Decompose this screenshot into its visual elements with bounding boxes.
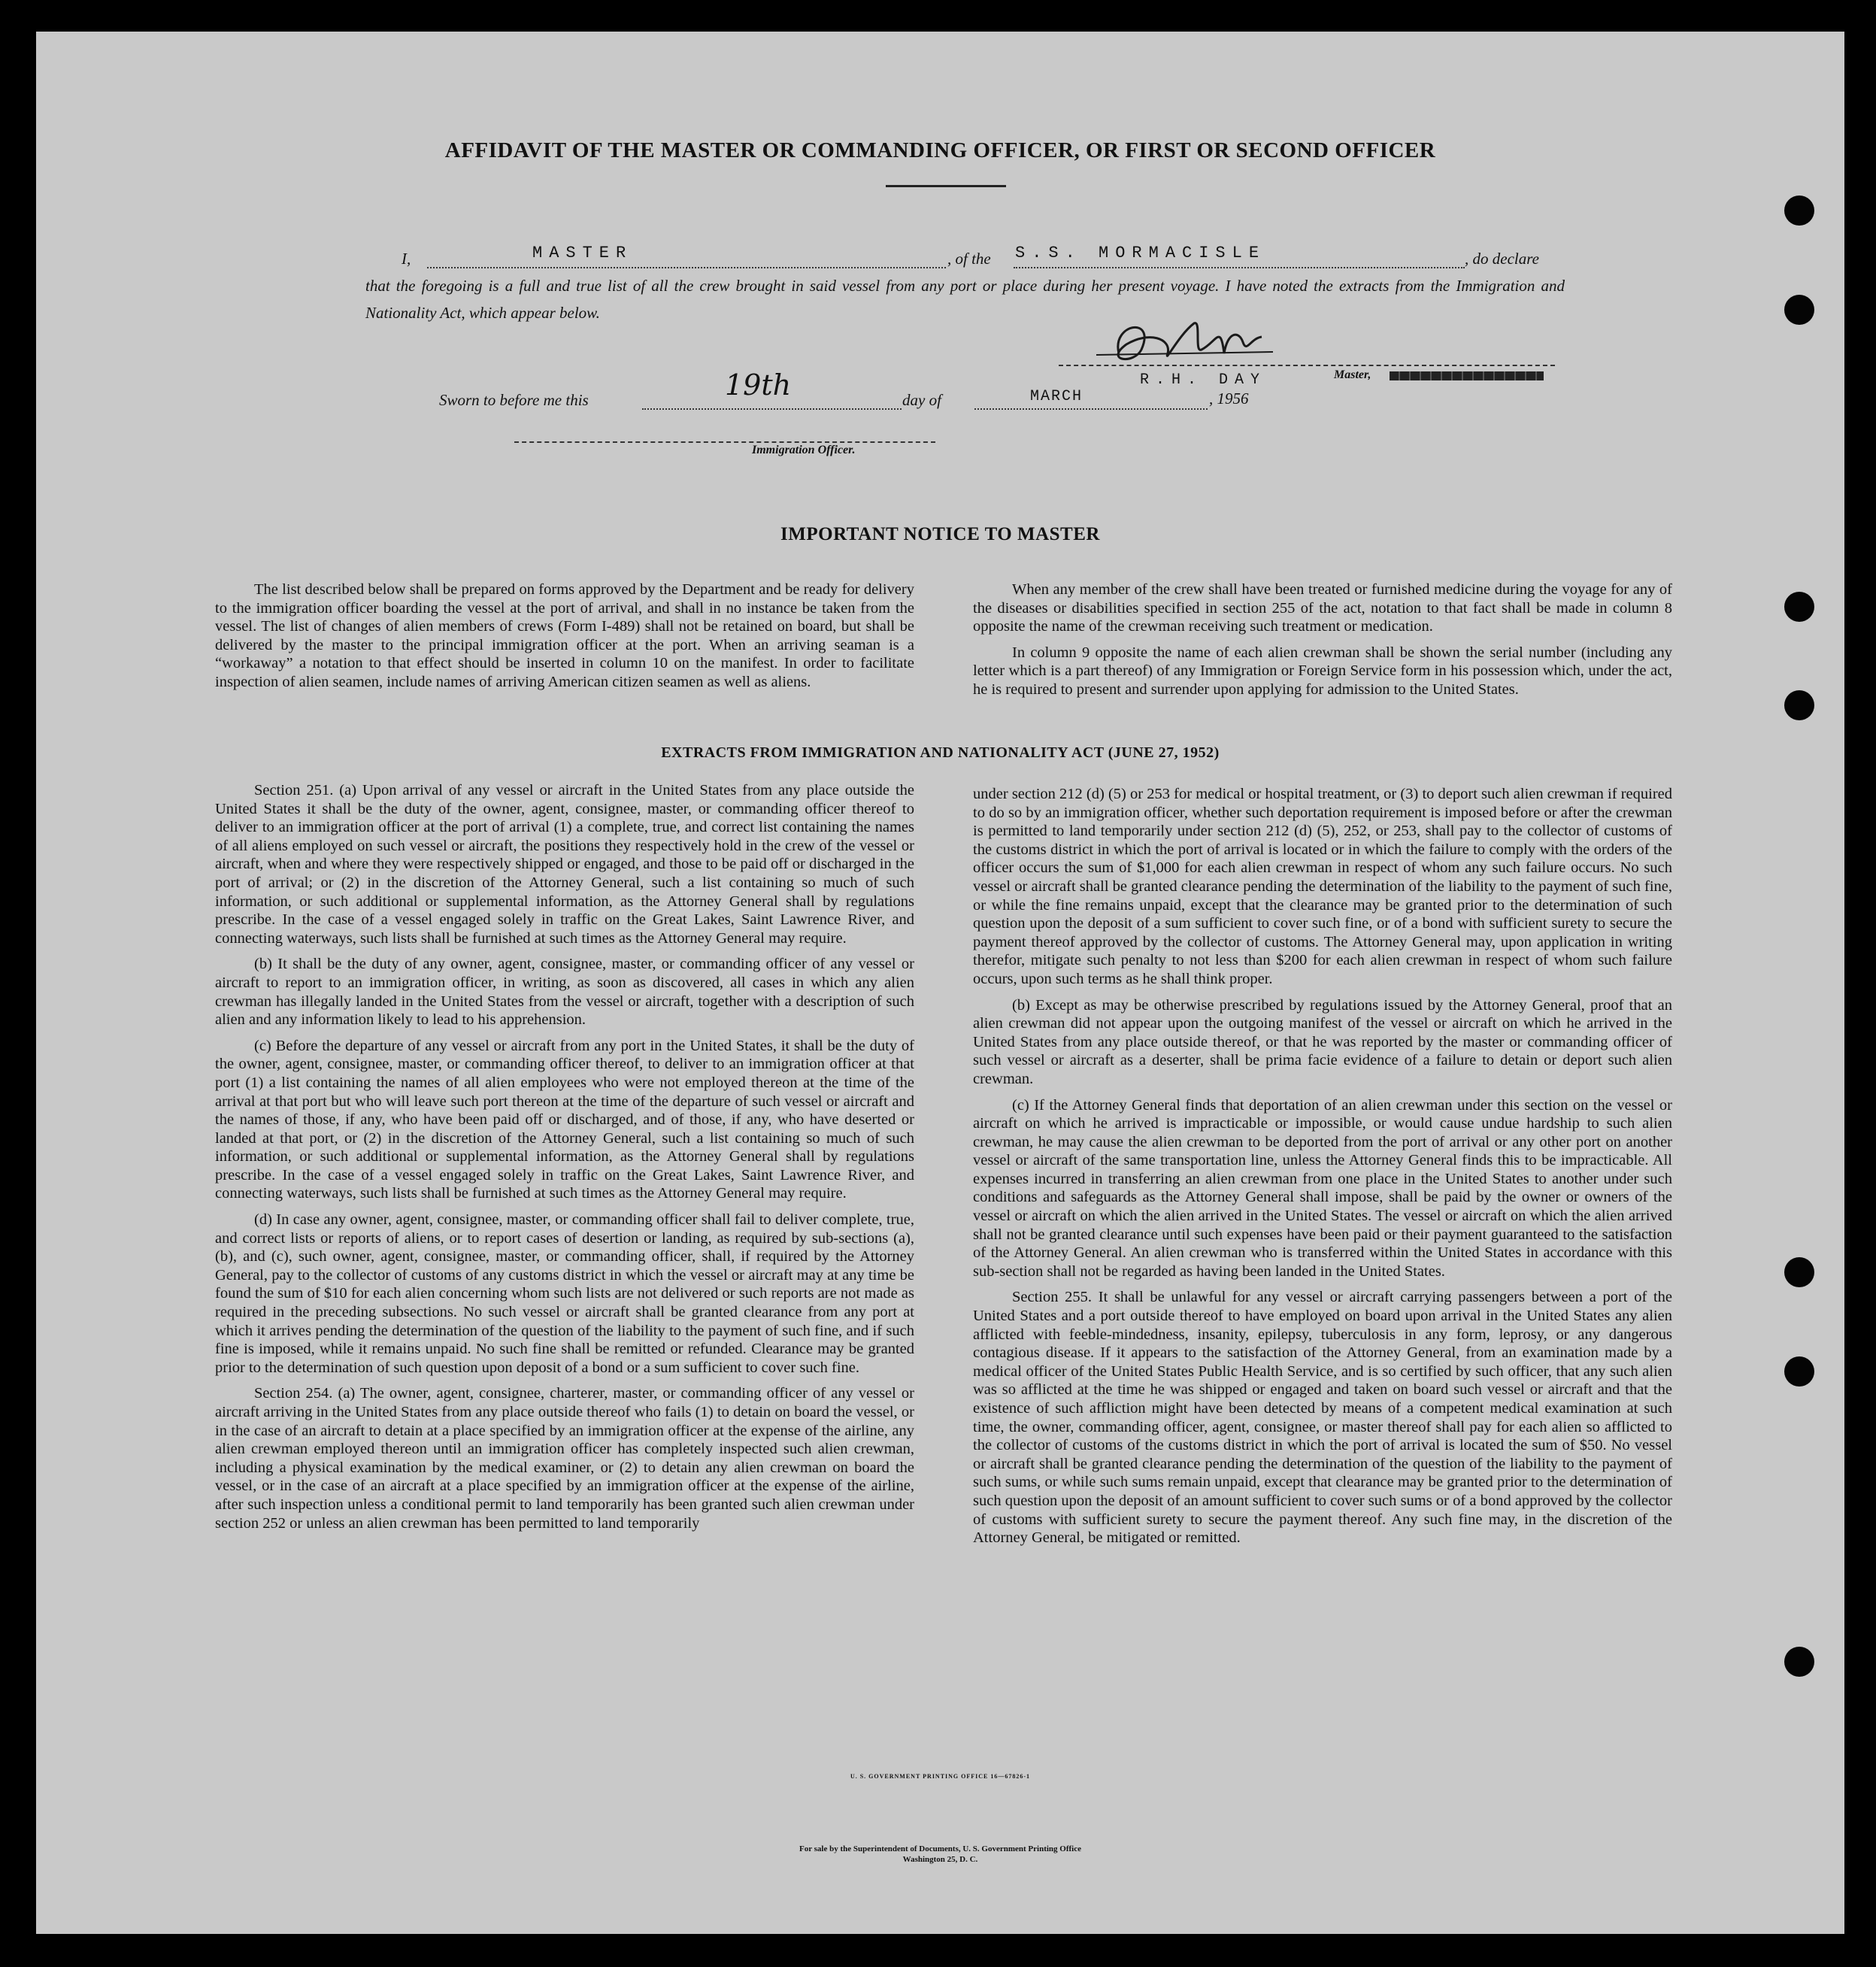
notice-right-paragraph: In column 9 opposite the name of each alien crewman shall be shown the serial number (including any letter which is a part thereof) of any Immigration or Foreign Service form in his possession which, under the act, he is required to present and surrender upon applying for admission to the United States. [973,644,1672,698]
extracts-title: EXTRACTS FROM IMMIGRATION AND NATIONALITY ACT (JUNE 27, 1952) [661,744,1220,761]
section-254-b: (b) Except as may be otherwise prescribed by regulations issued by the Attorney General, proof that an alien crewman did not appear upon the outgoing manifest of the vessel or aircraft on which he arrived in the United States from any place outside thereof, or that he was reported by the master or commanding officer of such vessel or aircraft as a deserter, shall be prima facie evidence of a failure to detain or deport such alien crewman. [973,996,1672,1087]
vessel-value: S.S. MORMACISLE [1015,244,1266,262]
year-value: , 1956 [1209,389,1249,408]
section-255: Section 255. It shall be unlawful for any vessel or aircraft carrying passengers between a port of the United States and a port outside thereof to have employed on board upon arrival in the United States any alien afflicted with feeble-mindedness, insanity, epilepsy, tuberculosis in any form, leprosy, or any dangerous contagious disease. If it appears to the satisfaction of the Attorney General, from an examination made by a medical officer of the United States Public Health Service, and is so certified by such officer, that any such alien was so afflicted at the time he was shipped or engaged and taken on board such vessel or aircraft and that the existence of such affliction might have been detected by means of a competent medical examination at such time, the owner, commanding officer, agent, consignee, or master thereof shall pay for each alien so afflicted to the collector of customs of the customs district in which the port of arrival is located the sum of $50. No vessel or aircraft shall be granted clearance pending the determination of the question of the liability to the payment of such sums, or while such sums remain unpaid, except that clearance may be granted prior to the determination of such question upon the deposit of an amount sufficient to cover such sums or of a bond approved by the collector of customs with sufficient surety to secure the payment thereof. Any such fine may, in the discretion of the Attorney General, be mitigated or remitted. [973,1289,1672,1547]
notice-left-column [215,580,914,699]
struck-out-text [1390,371,1544,380]
i-label: I, [402,250,411,268]
section-251-c: (c) Before the departure of any vessel or aircraft from any port in the United States, it shall be the duty of the owner, agent, consignee, master, or commanding officer thereof, to deliver to an immigration officer at that port (1) a list containing the names of all alien employees who were not employed thereon at the time of the arrival at that port but who will leave such port thereon at the time of the departure of such vessel or aircraft and the names of those, if any, who have been paid off or discharged, and of those, if any, who have deserted or landed at that port, or (2) in the discretion of the Attorney General, such a list containing so much of such information, or such additional or supplemental information, as the Attorney General shall by regulations prescribe. In the case of a vessel engaged solely in traffic on the Great Lakes, Saint Lawrence River, and connecting waterways, such lists shall be furnished at such times as the Attorney General may require. [215,1037,914,1202]
extracts-left-column [215,781,914,1540]
signature-blank [1059,364,1555,366]
punch-hole [1784,1257,1814,1287]
signature-typed-name: R.H. DAY [1140,371,1267,389]
month-blank [974,408,1208,410]
day-value: 19th [725,368,792,402]
name-blank [427,266,946,268]
vessel-blank [1014,266,1465,268]
for-sale-notice [36,1844,1844,1865]
section-254-c: (c) If the Attorney General finds that deportation of an alien crewman under this section on the vessel or aircraft on which he arrived is impracticable or impossible, or would cause undue hardship to such alien crewman, he may cause the alien crewman to be deported from the port of arrival or any other port on another vessel or aircraft of the same transportation line, unless the Attorney General finds this to be impracticable. All expenses incurred in transferring an alien crewman from one place in the United States to another under such conditions and safeguards as the Attorney General shall impose, shall be paid by the owner or owners of the vessel or aircraft on which the alien arrived in the United States. The vessel or aircraft on which the alien arrived shall not be granted clearance until such expenses have been paid or their payment guaranteed to the satisfaction of the Attorney General. An alien crewman who is transferred within the United States in accordance with this sub-section shall not be regarded as having been landed in the United States. [973,1096,1672,1280]
month-value: MARCH [1030,388,1083,405]
notice-right-paragraph: When any member of the crew shall have been treated or furnished medicine during the voyage for any of the diseases or disabilities specified in section 255 of the act, notation to that fact shall be made in column 8 opposite the name of the crewman receiving such treatment or medication. [973,581,1672,635]
punch-hole [1784,295,1814,325]
extracts-right-column [973,785,1672,1555]
for-sale-line-1: For sale by the Superintendent of Documents, U. S. Government Printing Office [799,1844,1081,1853]
sworn-label: Sworn to before me this [439,391,589,409]
immigration-officer-blank [514,441,935,443]
notice-left-paragraph: The list described below shall be prepared on forms approved by the Department and be ready for delivery to the immigration officer boarding the vessel at the port of arrival, and shall in no instance be taken from the vessel. The list of changes of alien members of crews (Form I-489) shall not be retained on board, but shall be delivered by the master to the principal immigration officer at the port. When an arriving seaman is a “workaway” a notation to that effect should be inserted in column 10 on the manifest. In order to facilitate inspection of alien seamen, include names of arriving American citizen seamen as well as aliens. [215,581,914,690]
section-254-a-continued: under section 212 (d) (5) or 253 for medical or hospital treatment, or (3) to deport such alien crewman if required to do so by an immigration officer, whether such deportation requirement is imposed before or after the crewman is permitted to land temporarily under section 212 (d) (5), 252, or 253, shall pay to the collector of customs of the customs district in which the port of arrival is located or in which the failure to comply with the orders of the officer occurs the sum of $1,000 for each alien crewman in respect of whom any such failure occurs. No such vessel or aircraft shall be granted clearance pending the determination of the liability to the payment of such fine, or while the fine remains unpaid, except that the clearance may be granted prior to the determination of such question upon the deposit of a sum sufficient to cover such fine, or of a bond with sufficient surety to secure the payment thereof approved by the collector of customs. The Attorney General may, upon application in writing therefor, mitigate such penalty to not less than $200 for each alien crewman in respect of whom such failure occurs, upon such terms as he shall think proper. [973,786,1672,987]
day-of-label: day of [902,391,941,409]
master-label: Master, [1334,368,1371,381]
punch-hole [1784,592,1814,622]
notice-title: IMPORTANT NOTICE TO MASTER [780,524,1100,544]
day-blank [642,408,902,410]
section-251-a: Section 251. (a) Upon arrival of any vessel or aircraft in the United States from any place outside the United States it shall be the duty of the owner, agent, consignee, master, or commanding officer thereof to deliver to an immigration officer at the port of arrival (1) a complete, true, and correct list containing the names of all aliens employed on such vessel or aircraft, the positions they respectively hold in the crew of the vessel or aircraft, when and where they were respectively shipped or engaged, and those to be paid off or discharged in the port of arrival; or (2) in the discretion of the Attorney General, such a list containing so much of such information, or such additional or supplemental information, as the Attorney General shall by regulations prescribe. In the case of a vessel engaged solely in traffic on the Great Lakes, Saint Lawrence River, and connecting waterways, such lists shall be furnished at such times as the Attorney General may require. [215,782,914,947]
gpo-imprint: U. S. GOVERNMENT PRINTING OFFICE 16—67826-1 [850,1773,1031,1780]
title-divider [886,185,1006,187]
declaration-text: that the foregoing is a full and true list of all the crew brought in said vessel from any port or place during her present voyage. I have noted the extracts from the Immigration and Nationality Act, which appear below. [365,277,1565,322]
name-value: MASTER [532,244,633,262]
notice-right-column [973,580,1672,707]
for-sale-line-2: Washington 25, D. C. [902,1855,978,1864]
of-the-label: , of the [947,250,991,268]
do-declare-label: , do declare [1465,250,1539,268]
section-251-d: (d) In case any owner, agent, consignee, master, or commanding officer shall fail to deliver complete, true, and correct lists or reports of aliens, or to report cases of desertion or landing, as required by sub-sections (a), (b), and (c), such owner, agent, consignee, master, or commanding officer, shall, if required by the Attorney General, pay to the collector of customs of any customs district in which the vessel or aircraft may at any time be found the sum of $10 for each alien concerning whom such lists are not delivered or such reports are not made as required in the preceding subsections. No such vessel or aircraft shall be granted clearance from any port at which it arrives pending the determination of the question of the liability to the payment of such fine, and if such fine is imposed, while it remains unpaid. No such fine shall be remitted or refunded. Clearance may be granted prior to the determination of such question upon deposit of a bond or a sum sufficient to cover such fine. [215,1211,914,1376]
section-251-b: (b) It shall be the duty of any owner, agent, consignee, master, or commanding officer of any vessel or aircraft to report to an immigration officer, in writing, as soon as discovered, all cases in which any alien crewman has illegally landed in the United States from the vessel or aircraft, together with a description of such alien and any information likely to lead to his apprehension. [215,956,914,1029]
section-254-a: Section 254. (a) The owner, agent, consignee, charterer, master, or commanding officer of any vessel or aircraft arriving in the United States from any place outside thereof who fails (1) to detain on board the vessel, or in the case of an aircraft to detain at a place specified by an immigration officer at the expense of the airline, any alien crewman employed thereon until an immigration officer has completely inspected such alien crewman, including a physical examination by the medical examiner, or (2) to detain any alien crewman on board the vessel, or in the case of an aircraft at a place specified by an immigration officer at the expense of the airline, after such inspection unless a conditional permit to land temporarily has been granted such alien crewman under section 252 or unless an alien crewman has been permitted to land temporarily [215,1385,914,1532]
punch-hole [1784,690,1814,720]
document-page [36,32,1844,1934]
punch-hole [1784,1647,1814,1677]
immigration-officer-label: Immigration Officer. [752,444,856,456]
punch-hole [1784,195,1814,226]
punch-hole [1784,1356,1814,1387]
affidavit-title: AFFIDAVIT OF THE MASTER OR COMMANDING OFFICER, OR FIRST OR SECOND OFFICER [444,138,1436,162]
